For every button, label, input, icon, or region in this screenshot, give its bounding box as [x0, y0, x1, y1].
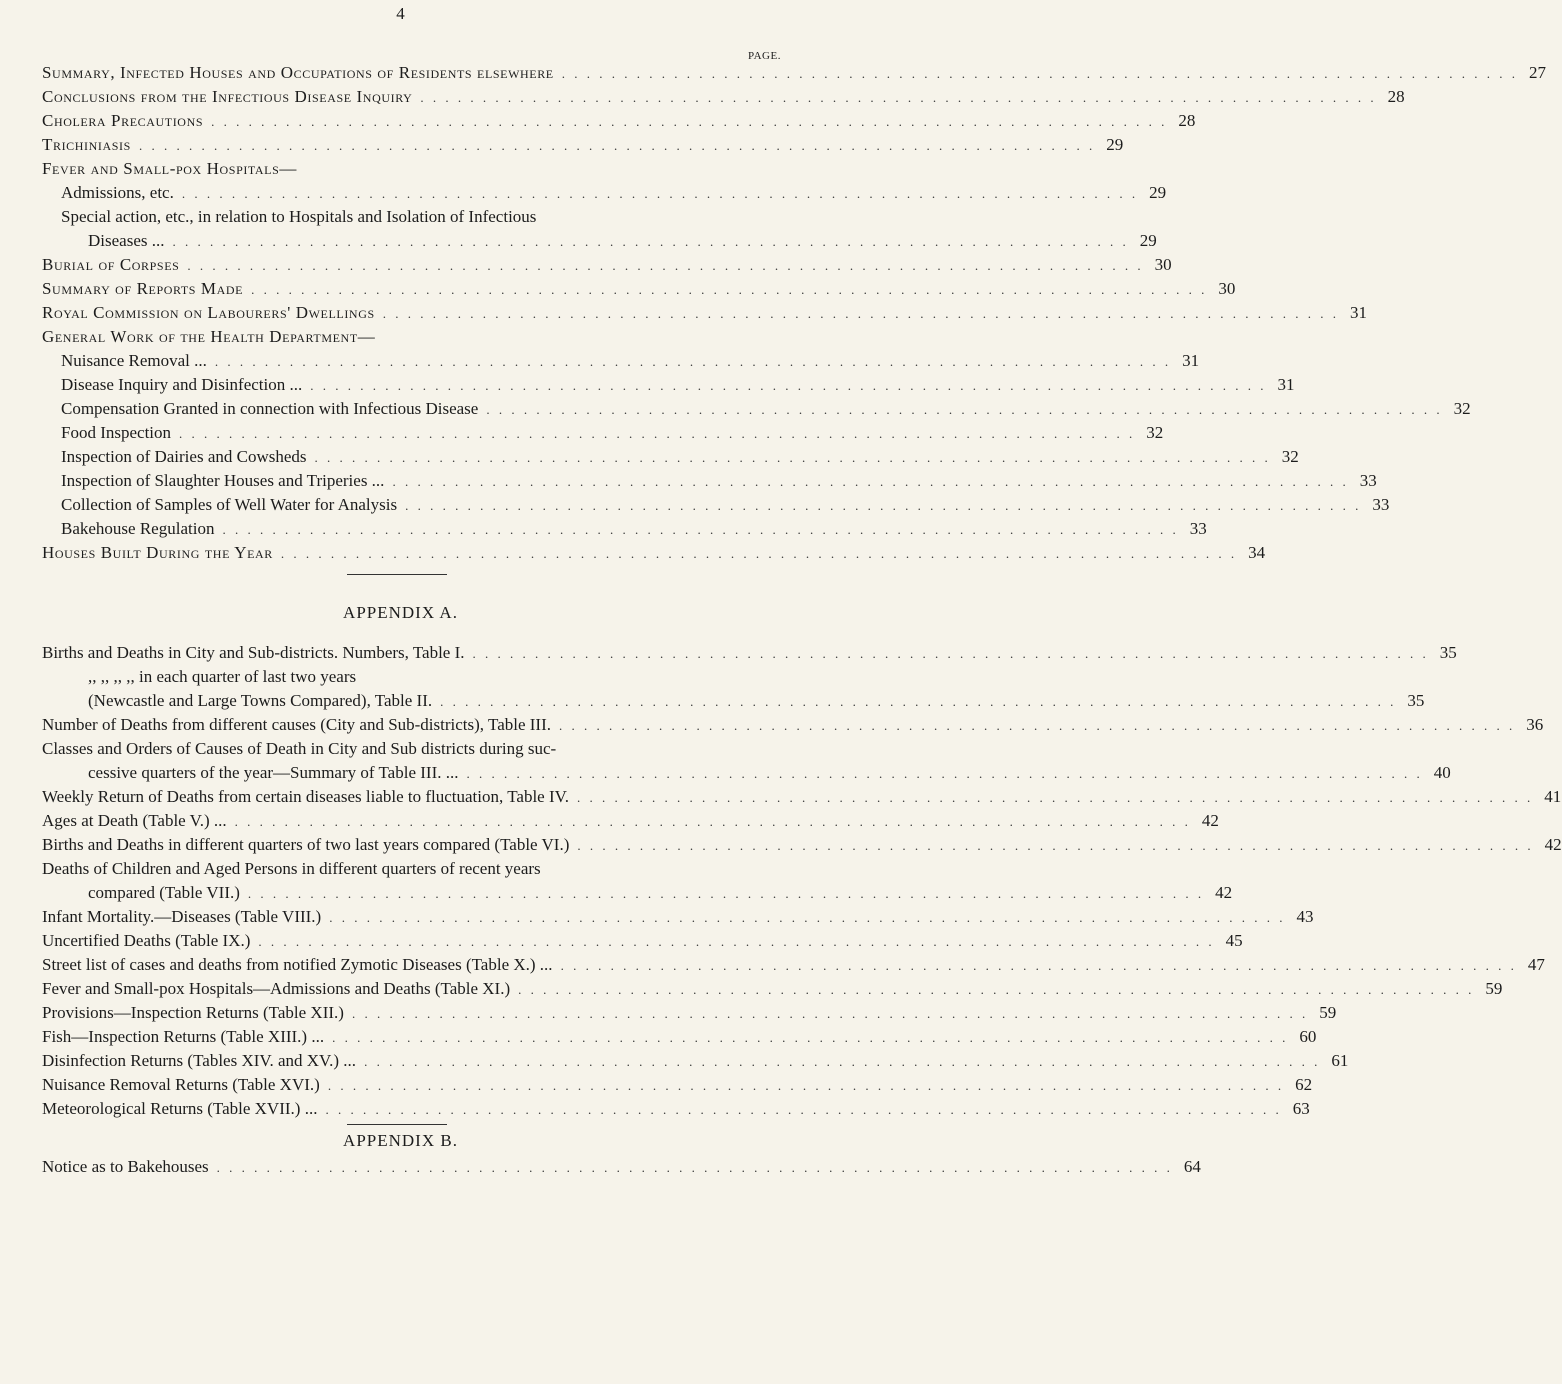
entry-page: 29	[1149, 183, 1167, 202]
dot-leader: . . . . . . . . . . . . . . . . . . . . . . . . . . . . . . . . . . . . . . . . . . . . . . . . . . . . . . . . . . . . . . . . . . . . . . . . . . . . .	[181, 186, 1139, 201]
dot-leader: . . . . . . . . . . . . . . . . . . . . . . . . . . . . . . . . . . . . . . . . . . . . . . . . . . . . . . . . . . . . . . . . . . . . . . . . . . . . .	[560, 958, 1517, 973]
appendix-a-entry	[42, 1003, 1337, 1027]
entry-page: 33	[1359, 471, 1377, 490]
section-divider	[347, 1124, 447, 1125]
dot-leader: . . . . . . . . . . . . . . . . . . . . . . . . . . . . . . . . . . . . . . . . . . . . . . . . . . . . . . . . . . . . . . . . . . . . . . . . . . . . .	[280, 546, 1238, 561]
toc-entry	[61, 375, 1295, 399]
dot-leader: . . . . . . . . . . . . . . . . . . . . . . . . . . . . . . . . . . . . . . . . . . . . . . . . . . . . . . . . . . . . . . . . . . . . . . . . . . . . .	[172, 234, 1129, 249]
entry-title: Conclusions from the Infectious Disease Inquiry	[42, 87, 413, 106]
entry-page: 27	[1529, 63, 1546, 82]
page-column-label: PAGE.	[748, 50, 781, 62]
appendix-a-entry	[42, 811, 1219, 835]
dot-leader: . . . . . . . . . . . . . . . . . . . . . . . . . . . . . . . . . . . . . . . . . . . . . . . . . . . . . . . . . . . . . . . . . . . . . . . . . . . . .	[577, 838, 1534, 853]
appendix-a-entry	[42, 931, 1243, 955]
entry-page: 43	[1296, 907, 1314, 926]
entry-title: Disinfection Returns (Tables XIV. and XV.) ...	[42, 1051, 357, 1070]
dot-leader: . . . . . . . . . . . . . . . . . . . . . . . . . . . . . . . . . . . . . . . . . . . . . . . . . . . . . . . . . . . . . . . . . . . . . . . . . . . . .	[364, 1054, 1321, 1069]
entry-title: Bakehouse Regulation	[61, 519, 215, 538]
entry-title: Meteorological Returns (Table XVII.) ...	[42, 1099, 318, 1118]
page-number: 4	[396, 4, 405, 23]
entry-page: 31	[1277, 375, 1295, 394]
entry-title: Infant Mortality.—Diseases (Table VIII.)	[42, 907, 322, 926]
entry-title: Burial of Corpses	[42, 255, 180, 274]
entry-page: 34	[1248, 543, 1266, 562]
entry-page: 41	[1544, 787, 1562, 806]
entry-title: Nuisance Removal ...	[61, 351, 207, 370]
dot-leader: . . . . . . . . . . . . . . . . . . . . . . . . . . . . . . . . . . . . . . . . . . . . . . . . . . . . . . . . . . . . . . . . . . . . . . . . . . . . .	[247, 886, 1205, 901]
entry-page: 60	[1299, 1027, 1317, 1046]
entry-title: compared (Table VII.)	[88, 883, 240, 902]
entry-page: 33	[1372, 495, 1390, 514]
appendix-a-entry	[42, 1099, 1310, 1123]
entry-title: Weekly Return of Deaths from certain diseases liable to fluctuation, Table IV.	[42, 787, 569, 806]
appendix-a-entry	[42, 1027, 1317, 1051]
toc-entry	[61, 351, 1200, 375]
dot-leader: . . . . . . . . . . . . . . . . . . . . . . . . . . . . . . . . . . . . . . . . . . . . . . . . . . . . . . . . . . . . . . . . . . . . . . . . . . . . .	[486, 402, 1443, 417]
entry-title: Nuisance Removal Returns (Table XVI.)	[42, 1075, 320, 1094]
entry-page: 47	[1527, 955, 1545, 974]
toc-entry	[42, 159, 768, 183]
appendix-a-entry	[42, 907, 1314, 931]
dot-leader: . . . . . . . . . . . . . . . . . . . . . . . . . . . . . . . . . . . . . . . . . . . . . . . . . . . . . . . . . . . . . . . . . . . . . . . . . . . . .	[559, 718, 1516, 733]
entry-title: Food Inspection	[61, 423, 172, 442]
toc-entry	[42, 327, 768, 351]
entry-title: Summary, Infected Houses and Occupations of Residents elsewhere	[42, 63, 554, 82]
toc-entry	[42, 279, 1236, 303]
toc-entry	[42, 87, 1405, 111]
entry-page: 35	[1439, 643, 1457, 662]
entry-page: 59	[1485, 979, 1503, 998]
entry-title: Street list of cases and deaths from notified Zymotic Diseases (Table X.) ...	[42, 955, 553, 974]
toc-entry	[61, 471, 1377, 495]
toc-entry	[61, 399, 1471, 423]
entry-title: Deaths of Children and Aged Persons in different quarters of recent years	[42, 859, 541, 878]
entry-page: 42	[1215, 883, 1233, 902]
entry-title: Inspection of Slaughter Houses and Triperies ...	[61, 471, 385, 490]
appendix-a-entry	[42, 835, 1562, 859]
appendix-a-entry	[42, 955, 1545, 979]
entry-title: Provisions—Inspection Returns (Table XII.)	[42, 1003, 344, 1022]
toc-entry	[42, 111, 1196, 135]
entry-title: Births and Deaths in City and Sub-districts. Numbers, Table I.	[42, 643, 465, 662]
dot-leader: . . . . . . . . . . . . . . . . . . . . . . . . . . . . . . . . . . . . . . . . . . . . . . . . . . . . . . . . . . . . . . . . . . . . . . . . . . . . .	[179, 426, 1136, 441]
entry-page: 64	[1183, 1157, 1201, 1176]
entry-title: Fever and Small-pox Hospitals—Admissions and Deaths (Table XI.)	[42, 979, 511, 998]
entry-title: (Newcastle and Large Towns Compared), Table II.	[88, 691, 433, 710]
entry-title: Compensation Granted in connection with Infectious Disease	[61, 399, 479, 418]
entry-page: 45	[1225, 931, 1243, 950]
entry-page: 28	[1178, 111, 1196, 130]
dot-leader: . . . . . . . . . . . . . . . . . . . . . . . . . . . . . . . . . . . . . . . . . . . . . . . . . . . . . . . . . . . . . . . . . . . . . . . . . . . . .	[310, 378, 1267, 393]
entry-title: Fish—Inspection Returns (Table XIII.) ...	[42, 1027, 325, 1046]
dot-leader: . . . . . . . . . . . . . . . . . . . . . . . . . . . . . . . . . . . . . . . . . . . . . . . . . . . . . . . . . . . . . . . . . . . . . . . . . . . . .	[561, 66, 1518, 81]
toc-entry	[42, 135, 1124, 159]
appendix-b-entry	[42, 1157, 1201, 1181]
dot-leader: . . . . . . . . . . . . . . . . . . . . . . . . . . . . . . . . . . . . . . . . . . . . . . . . . . . . . . . . . . . . . . . . . . . . . . . . . . . . .	[329, 910, 1286, 925]
entry-title: Royal Commission on Labourers' Dwellings	[42, 303, 375, 322]
entry-title: Collection of Samples of Well Water for Analysis	[61, 495, 398, 514]
toc-entry	[42, 543, 1266, 567]
appendix-a-entry	[42, 715, 1544, 739]
entry-page: 29	[1106, 135, 1124, 154]
entry-page: 31	[1182, 351, 1200, 370]
entry-title: Special action, etc., in relation to Hospitals and Isolation of Infectious	[61, 207, 537, 226]
entry-title: Summary of Reports Made	[42, 279, 244, 298]
dot-leader: . . . . . . . . . . . . . . . . . . . . . . . . . . . . . . . . . . . . . . . . . . . . . . . . . . . . . . . . . . . . . . . . . . . . . . . . . . . . .	[472, 646, 1429, 661]
appendix-a-entry	[42, 1075, 1313, 1099]
entry-title: Births and Deaths in different quarters of two last years compared (Table VI.)	[42, 835, 570, 854]
toc-entry	[42, 303, 1367, 327]
dot-leader: . . . . . . . . . . . . . . . . . . . . . . . . . . . . . . . . . . . . . . . . . . . . . . . . . . . . . . . . . . . . . . . . . . . . . . . . . . . . .	[332, 1030, 1289, 1045]
entry-title: Inspection of Dairies and Cowsheds	[61, 447, 307, 466]
entry-page: 30	[1218, 279, 1236, 298]
appendix-a-entry	[42, 1051, 1349, 1075]
section-divider	[347, 574, 447, 575]
dot-leader: . . . . . . . . . . . . . . . . . . . . . . . . . . . . . . . . . . . . . . . . . . . . . . . . . . . . . . . . . . . . . . . . . . . . . . . . . . . . .	[258, 934, 1215, 949]
dot-leader: . . . . . . . . . . . . . . . . . . . . . . . . . . . . . . . . . . . . . . . . . . . . . . . . . . . . . . . . . . . . . . . . . . . . . . . . . . . . .	[138, 138, 1096, 153]
entry-page: 42	[1544, 835, 1562, 854]
entry-page: 62	[1295, 1075, 1313, 1094]
toc-entry	[61, 519, 1207, 543]
dot-leader: . . . . . . . . . . . . . . . . . . . . . . . . . . . . . . . . . . . . . . . . . . . . . . . . . . . . . . . . . . . . . . . . . . . . . . . . . . . . .	[466, 766, 1423, 781]
entry-page: 28	[1387, 87, 1405, 106]
entry-page: 32	[1146, 423, 1164, 442]
appendix-a-title: APPENDIX A.	[343, 603, 458, 622]
entry-page: 31	[1350, 303, 1367, 322]
dot-leader: . . . . . . . . . . . . . . . . . . . . . . . . . . . . . . . . . . . . . . . . . . . . . . . . . . . . . . . . . . . . . . . . . . . . . . . . . . . . .	[440, 694, 1397, 709]
entry-page: 33	[1189, 519, 1207, 538]
toc-entry	[42, 63, 1546, 87]
dot-leader: . . . . . . . . . . . . . . . . . . . . . . . . . . . . . . . . . . . . . . . . . . . . . . . . . . . . . . . . . . . . . . . . . . . . . . . . . . . . .	[392, 474, 1349, 489]
dot-leader: . . . . . . . . . . . . . . . . . . . . . . . . . . . . . . . . . . . . . . . . . . . . . . . . . . . . . . . . . . . . . . . . . . . . . . . . . . . . .	[405, 498, 1362, 513]
appendix-b-title: APPENDIX B.	[343, 1131, 458, 1150]
entry-page: 42	[1201, 811, 1219, 830]
entry-title: Fever and Small-pox Hospitals—	[42, 159, 297, 178]
entry-title: Notice as to Bakehouses	[42, 1157, 209, 1176]
toc-entry	[61, 183, 1167, 207]
dot-leader: . . . . . . . . . . . . . . . . . . . . . . . . . . . . . . . . . . . . . . . . . . . . . . . . . . . . . . . . . . . . . . . . . . . . . . . . . . . . .	[576, 790, 1534, 805]
appendix-a-entry	[42, 643, 1457, 667]
entry-page: 61	[1331, 1051, 1349, 1070]
toc-entry	[61, 447, 1299, 471]
toc-entry	[61, 207, 768, 231]
dot-leader: . . . . . . . . . . . . . . . . . . . . . . . . . . . . . . . . . . . . . . . . . . . . . . . . . . . . . . . . . . . . . . . . . . . . . . . . . . . . .	[187, 258, 1144, 273]
toc-entry	[61, 495, 1390, 519]
toc-entry	[42, 255, 1172, 279]
dot-leader: . . . . . . . . . . . . . . . . . . . . . . . . . . . . . . . . . . . . . . . . . . . . . . . . . . . . . . . . . . . . . . . . . . . . . . . . . . . . .	[234, 814, 1191, 829]
dot-leader: . . . . . . . . . . . . . . . . . . . . . . . . . . . . . . . . . . . . . . . . . . . . . . . . . . . . . . . . . . . . . . . . . . . . . . . . . . . . .	[325, 1102, 1282, 1117]
dot-leader: . . . . . . . . . . . . . . . . . . . . . . . . . . . . . . . . . . . . . . . . . . . . . . . . . . . . . . . . . . . . . . . . . . . . . . . . . . . . .	[222, 522, 1179, 537]
appendix-a-entry	[88, 763, 1451, 787]
entry-page: 32	[1453, 399, 1471, 418]
appendix-a-entry	[42, 979, 1503, 1003]
appendix-a-entry	[42, 859, 768, 883]
entry-page: 35	[1407, 691, 1425, 710]
dot-leader: . . . . . . . . . . . . . . . . . . . . . . . . . . . . . . . . . . . . . . . . . . . . . . . . . . . . . . . . . . . . . . . . . . . . . . . . . . . . .	[351, 1006, 1309, 1021]
dot-leader: . . . . . . . . . . . . . . . . . . . . . . . . . . . . . . . . . . . . . . . . . . . . . . . . . . . . . . . . . . . . . . . . . . . . . . . . . . . . .	[314, 450, 1271, 465]
entry-title: Classes and Orders of Causes of Death in City and Sub districts during suc-	[42, 739, 557, 758]
entry-page: 32	[1281, 447, 1299, 466]
entry-title: Disease Inquiry and Disinfection ...	[61, 375, 303, 394]
dot-leader: . . . . . . . . . . . . . . . . . . . . . . . . . . . . . . . . . . . . . . . . . . . . . . . . . . . . . . . . . . . . . . . . . . . . . . . . . . . . .	[518, 982, 1475, 997]
appendix-a-entry	[88, 667, 768, 691]
entry-page: 59	[1319, 1003, 1337, 1022]
dot-leader: . . . . . . . . . . . . . . . . . . . . . . . . . . . . . . . . . . . . . . . . . . . . . . . . . . . . . . . . . . . . . . . . . . . . . . . . . . . . .	[251, 282, 1208, 297]
appendix-a-entry	[88, 691, 1425, 715]
entry-title: Diseases ...	[88, 231, 165, 250]
entry-title: Uncertified Deaths (Table IX.)	[42, 931, 251, 950]
appendix-a-entry	[42, 787, 1562, 811]
entry-page: 29	[1139, 231, 1157, 250]
dot-leader: . . . . . . . . . . . . . . . . . . . . . . . . . . . . . . . . . . . . . . . . . . . . . . . . . . . . . . . . . . . . . . . . . . . . . . . . . . . . .	[211, 114, 1168, 129]
entry-title: Houses Built During the Year	[42, 543, 273, 562]
entry-title: Trichiniasis	[42, 135, 131, 154]
entry-title: Cholera Precautions	[42, 111, 204, 130]
entry-page: 63	[1292, 1099, 1310, 1118]
entry-title: Number of Deaths from different causes (City and Sub-districts), Table III.	[42, 715, 551, 734]
dot-leader: . . . . . . . . . . . . . . . . . . . . . . . . . . . . . . . . . . . . . . . . . . . . . . . . . . . . . . . . . . . . . . . . . . . . . . . . . . . . .	[216, 1160, 1173, 1175]
entry-title: Admissions, etc.	[61, 183, 174, 202]
entry-title: ,, ,, ,, ,, in each quarter of last two years	[88, 667, 357, 686]
dot-leader: . . . . . . . . . . . . . . . . . . . . . . . . . . . . . . . . . . . . . . . . . . . . . . . . . . . . . . . . . . . . . . . . . . . . . . . . . . . . .	[382, 306, 1339, 321]
entry-page: 36	[1526, 715, 1544, 734]
dot-leader: . . . . . . . . . . . . . . . . . . . . . . . . . . . . . . . . . . . . . . . . . . . . . . . . . . . . . . . . . . . . . . . . . . . . . . . . . . . . .	[214, 354, 1172, 369]
appendix-a-entry	[88, 883, 1233, 907]
entry-page: 40	[1433, 763, 1451, 782]
toc-entry	[61, 423, 1164, 447]
entry-title: cessive quarters of the year—Summary of Table III. ...	[88, 763, 459, 782]
appendix-a-entry	[42, 739, 768, 763]
dot-leader: . . . . . . . . . . . . . . . . . . . . . . . . . . . . . . . . . . . . . . . . . . . . . . . . . . . . . . . . . . . . . . . . . . . . . . . . . . . . .	[420, 90, 1377, 105]
entry-title: General Work of the Health Department—	[42, 327, 376, 346]
entry-title: Ages at Death (Table V.) ...	[42, 811, 227, 830]
entry-page: 30	[1154, 255, 1172, 274]
dot-leader: . . . . . . . . . . . . . . . . . . . . . . . . . . . . . . . . . . . . . . . . . . . . . . . . . . . . . . . . . . . . . . . . . . . . . . . . . . . . .	[327, 1078, 1285, 1093]
toc-entry	[88, 231, 1157, 255]
